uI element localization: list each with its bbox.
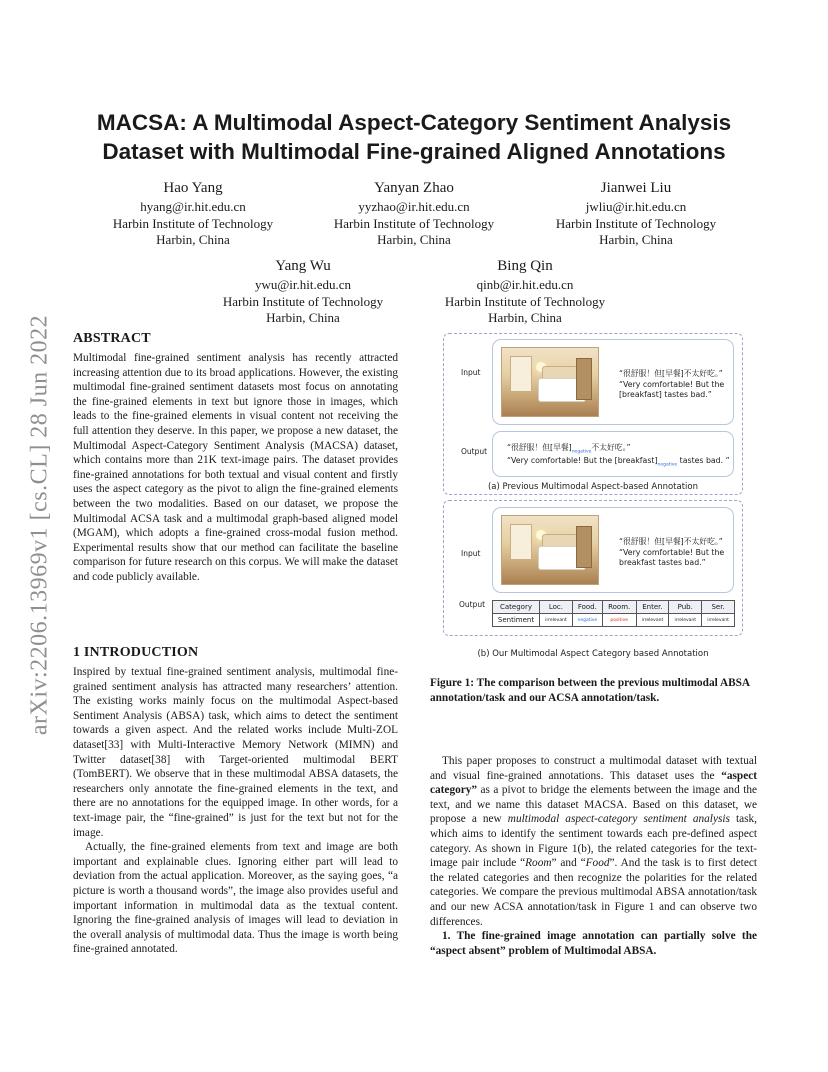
author-name: Yanyan Zhao xyxy=(374,180,454,196)
input-label: Input xyxy=(461,549,481,558)
table-cell-negative: negative xyxy=(572,614,602,627)
table-cell: Category xyxy=(493,601,540,614)
output-bubble xyxy=(492,431,734,477)
right-column-body xyxy=(430,754,757,958)
author-affiliation: Harbin Institute of Technology xyxy=(333,215,495,231)
aspect-category-table xyxy=(492,600,735,627)
title-line-2: Dataset with Multimodal Fine-grained Aligned Annotations xyxy=(102,139,726,164)
text-run: This paper proposes to construct a multimodal dataset with textual and visual fine-grained annotations. This dataset uses the xyxy=(430,755,757,782)
table-cell: irrelevant xyxy=(702,614,735,627)
en-output-text: “Very comfortable! But the [breakfast] xyxy=(507,456,658,465)
author-email: ywu@ir.hit.edu.cn xyxy=(254,277,352,292)
author-name: Yang Wu xyxy=(275,258,331,274)
author-email: qinb@ir.hit.edu.cn xyxy=(476,277,574,292)
table-cell: Sentiment xyxy=(493,614,540,627)
english-review: “Very comfortable! But the breakfast tastes bad.” xyxy=(619,548,725,567)
table-cell: irrelevant xyxy=(636,614,669,627)
table-cell-positive: positive xyxy=(602,614,636,627)
author-location: Harbin, China xyxy=(599,232,673,247)
author-location: Harbin, China xyxy=(488,310,562,325)
author-block xyxy=(203,256,403,327)
intro-paragraph-1: Inspired by textual fine-grained sentiment analysis, multimodal fine-grained sentiment analysis has attracted many researchers’ attention. The existing works mainly focus on the multimodal Aspect-based Sentiment Analysis (ABSA) task, which aims to detect the sentiment towards a given aspect. And the related works include Multi-ZOL dataset[33] with Multi-Interactive Memory Network (MIMN) and Twitter dataset[38] with Target-oriented multimodal BERT (TomBERT). We observe that in these multimodal ABSA datasets, the researchers only annotate the fine-grained elements in the text, and there are no annotations for the equipped image. In other words, for a text-image pair, the “fine-grained” is just for the text but not for the image. xyxy=(73,666,398,839)
author-email: yyzhao@ir.hit.edu.cn xyxy=(358,199,470,214)
table-cell: irrelevant xyxy=(669,614,702,627)
sentiment-row xyxy=(493,614,735,627)
author-location: Harbin, China xyxy=(156,232,230,247)
table-cell: Enter. xyxy=(636,601,669,614)
output-label: Output xyxy=(459,600,486,609)
output-label: Output xyxy=(461,447,488,456)
chinese-output xyxy=(507,442,631,455)
figure-1 xyxy=(443,333,743,638)
abstract-heading: ABSTRACT xyxy=(73,331,151,346)
italic-term: Food xyxy=(585,857,610,870)
right-paragraph-1 xyxy=(430,754,757,929)
author-name: Jianwei Liu xyxy=(600,180,672,196)
author-affiliation: Harbin Institute of Technology xyxy=(555,215,717,231)
caption-b: (b) Our Multimodal Aspect Category based Annotation xyxy=(477,649,709,659)
author-name: Bing Qin xyxy=(497,258,553,274)
figure-caption: Figure 1: The comparison between the previous multimodal ABSA annotation/task and our ACSA annotation/task. xyxy=(430,677,750,704)
figure-panel-b xyxy=(443,500,743,636)
negative-tag: negative xyxy=(657,462,678,468)
hotel-room-image xyxy=(501,515,599,585)
bold-term: “aspect category” xyxy=(430,769,757,797)
author-affiliation: Harbin Institute of Technology xyxy=(444,293,606,309)
input-label: Input xyxy=(461,368,481,377)
author-block xyxy=(93,178,293,249)
italic-term: Room xyxy=(525,857,552,870)
english-review: “Very comfortable! But the [breakfast] tastes bad.” xyxy=(619,380,725,399)
zh-output-text: “很舒服！但[早餐] xyxy=(507,443,572,452)
caption-a: (a) Previous Multimodal Aspect-based Annotation xyxy=(487,482,698,492)
table-cell: Food. xyxy=(572,601,602,614)
intro-body xyxy=(73,665,398,957)
hotel-room-image xyxy=(501,347,599,417)
author-block xyxy=(425,256,625,327)
author-location: Harbin, China xyxy=(377,232,451,247)
input-bubble xyxy=(492,507,734,593)
text-run: ”. And the task is to first detect the related categories and then recognize the polarities for the related categories. We compare the previous multimodal ABSA annotation/task and our new ACSA annotation/task in Figure 1 and can observe two differences. xyxy=(430,857,757,928)
table-cell: Room. xyxy=(602,601,636,614)
right-paragraph-2: 1. The fine-grained image annotation can partially solve the “aspect absent” problem of Multimodal ABSA. xyxy=(430,930,757,957)
chinese-review: “很舒服！但[早餐]不太好吃。” xyxy=(619,369,723,378)
category-row xyxy=(493,601,735,614)
intro-heading: 1 INTRODUCTION xyxy=(73,645,199,660)
abstract-text: Multimodal fine-grained sentiment analysis has recently attracted increasing attention due to its broad applications. However, the existing multimodal fine-grained sentiment datasets most focus on annotating the fine-grained elements in text but ignore those in images, which leads to the fine-grained elements in visual content not receiving the full attention they deserve. In this paper, we propose a new dataset, the Multimodal Aspect-Category Sentiment Analysis (MACSA) dataset, which contains more than 21K text-image pairs. The dataset provides fine-grained annotations for both textual and visual content and firstly uses the aspect category as the pivot to align the fine-grained elements between the two modalities. Based on our dataset, we propose the Multimodal ACSA task and a multimodal graph-based aligned model (MGAM), which adopts a fine-grained cross-modal fusion method. Experimental results show that our method can facilitate the baseline comparison for future research on this corpus. We will make the dataset and code publicly available. xyxy=(73,352,398,583)
zh-output-end: 不太好吃。” xyxy=(591,443,631,452)
table-cell: Ser. xyxy=(702,601,735,614)
italic-term: multimodal aspect-category sentiment analysis xyxy=(507,813,730,826)
text-run: task, which aims to identify the sentiment towards each pre-defined aspect category. As shown in Figure 1(b), the related categories for the text-image pair include “ xyxy=(430,813,757,870)
paper-title xyxy=(40,108,788,166)
author-email: jwliu@ir.hit.edu.cn xyxy=(585,199,687,214)
table-cell: irrelevant xyxy=(540,614,573,627)
text-run: as a pivot to bridge the elements between the image and the text, and we name this dataset MACSA. Based on this dataset, we propose a new xyxy=(430,784,757,826)
english-output xyxy=(507,456,730,468)
chinese-review: “很舒服！但[早餐]不太好吃。” xyxy=(619,537,723,546)
table-cell: Loc. xyxy=(540,601,573,614)
author-block xyxy=(536,178,736,249)
text-run: ” and “ xyxy=(551,857,586,870)
title-line-1: MACSA: A Multimodal Aspect-Category Sentiment Analysis xyxy=(96,110,732,135)
arxiv-id: arXiv:2206.13969v1 [cs.CL] 28 Jun 2022 xyxy=(26,314,53,736)
author-affiliation: Harbin Institute of Technology xyxy=(112,215,274,231)
author-email: hyang@ir.hit.edu.cn xyxy=(140,199,246,214)
author-block xyxy=(314,178,514,249)
table-cell: Pub. xyxy=(669,601,702,614)
arxiv-stamp xyxy=(16,290,64,760)
en-output-end: tastes bad. ” xyxy=(677,456,730,465)
intro-paragraph-2: Actually, the fine-grained elements from text and image are both important and explainable clues. Ignoring either part will lead to deviation from the actual application. Moreover, as the saying goes, “a picture is worth a thousand words”, the image also provides useful and important information in multimodal data as the textual content. Ignoring the fine-grained analysis of images will lead to deviation in the overall analysis of multimodal data. Thus the image is worth being fine-grained annotated. xyxy=(73,841,398,956)
author-name: Hao Yang xyxy=(163,180,223,196)
negative-tag: negative xyxy=(571,449,592,455)
author-affiliation: Harbin Institute of Technology xyxy=(222,293,384,309)
abstract-body xyxy=(73,351,398,585)
figure-panel-a xyxy=(443,333,743,495)
author-location: Harbin, China xyxy=(266,310,340,325)
input-bubble xyxy=(492,339,734,425)
